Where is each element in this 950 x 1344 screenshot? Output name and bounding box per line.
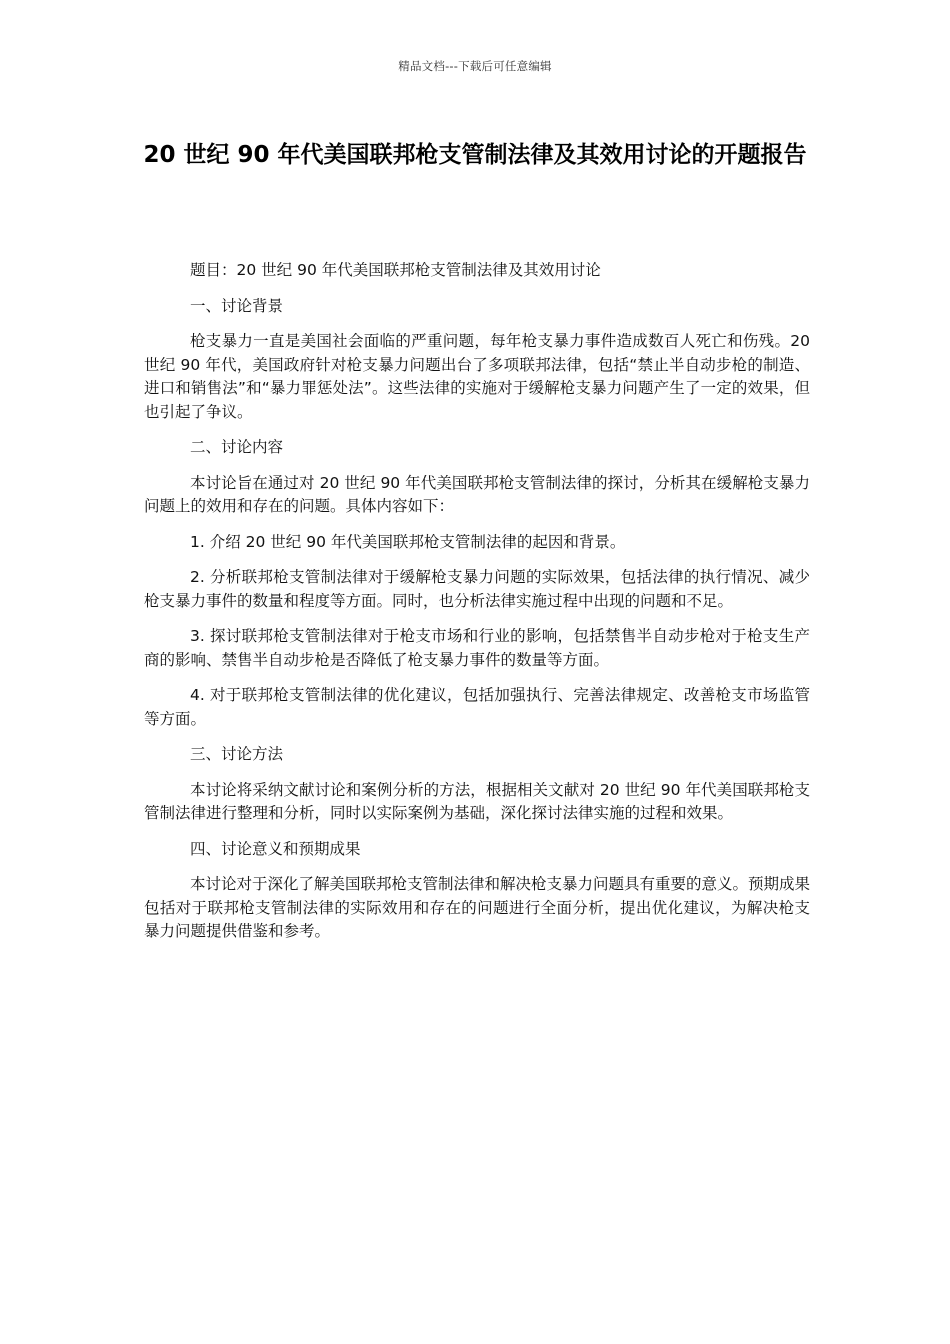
significance-paragraph: 本讨论对于深化了解美国联邦枪支管制法律和解决枪支暴力问题具有重要的意义。预期成果包括对于联邦枪支管制法律的实际效用和存在的问题进行全面分析，提出优化建议，为解决枪支暴力问题提供借鉴和参考。 [144,875,811,940]
method-paragraph: 本讨论将采纳文献讨论和案例分析的方法，根据相关文献对 20 世纪 90 年代美国联邦枪支管制法律进行整理和分析，同时以实际案例为基础，深化探讨法律实施的过程和效果。 [144,780,810,822]
page-header-watermark: 精品文档---下载后可任意编辑 [398,59,552,73]
section-heading-significance: 四、讨论意义和预期成果 [190,839,361,858]
background-paragraph: 枪支暴力一直是美国社会面临的严重问题，每年枪支暴力事件造成数百人死亡和伤残。20 世纪 90 年代，美国政府针对枪支暴力问题出台了多项联邦法律，包括“禁止半自动步枪的制造、进口和销售法”和“暴力罪惩处法”。这些法律的实施对于缓解枪支暴力问题产生了一定的效果，但也引起了争议。 [144,332,810,421]
section-heading-background: 一、讨论背景 [190,296,284,315]
content-item-1: 1. 介绍 20 世纪 90 年代美国联邦枪支管制法律的起因和背景。 [190,532,626,551]
content-item-3: 3. 探讨联邦枪支管制法律对于枪支市场和行业的影响，包括禁售半自动步枪对于枪支生产商的影响、禁售半自动步枪是否降低了枪支暴力事件的数量等方面。 [144,627,810,669]
content-item-2: 2. 分析联邦枪支管制法律对于缓解枪支暴力问题的实际效果，包括法律的执行情况、减少枪支暴力事件的数量和程度等方面。同时，也分析法律实施过程中出现的问题和不足。 [144,568,810,610]
section-heading-content: 二、讨论内容 [190,438,284,456]
document-title: 20 世纪 90 年代美国联邦枪支管制法律及其效用讨论的开题报告 [143,142,807,168]
section-heading-method: 三、讨论方法 [190,745,284,763]
content-intro-paragraph: 本讨论旨在通过对 20 世纪 90 年代美国联邦枪支管制法律的探讨，分析其在缓解枪支暴力问题上的效用和存在的问题。具体内容如下： [144,473,810,515]
document-body [144,259,810,956]
topic-line: 题目：20 世纪 90 年代美国联邦枪支管制法律及其效用讨论 [190,261,601,279]
content-item-4: 4. 对于联邦枪支管制法律的优化建议，包括加强执行、完善法律规定、改善枪支市场监管等方面。 [144,686,810,728]
